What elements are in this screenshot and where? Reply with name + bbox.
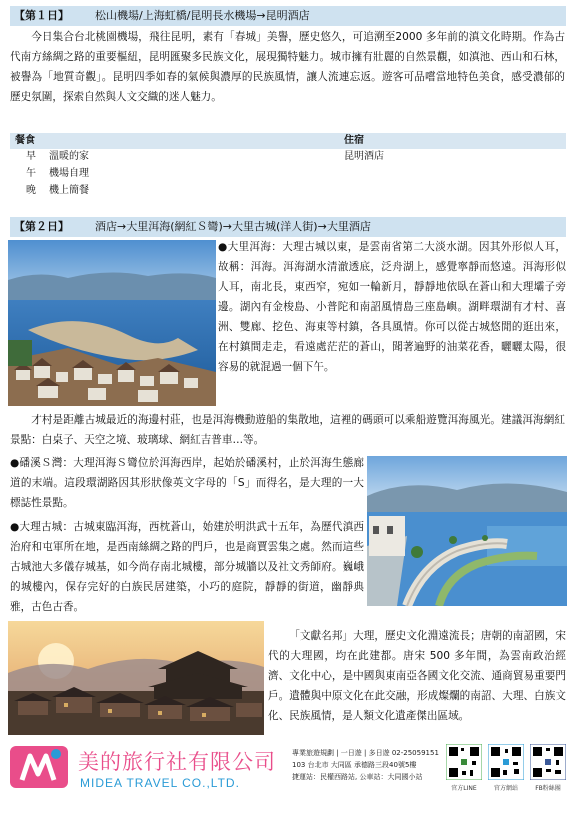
contact-line-services: 專業旅遊規劃 | 一日遊 | 多日遊 02-25059151 bbox=[292, 749, 439, 757]
contact-line-transit: 捷運站：民權西路站, 公車站：大同國小站 bbox=[292, 773, 423, 781]
meal-value: 溫暖的家 bbox=[49, 151, 89, 162]
meal-label: 午 bbox=[26, 168, 36, 179]
s-bend-text: ●磻溪Ｓ灣：大理洱海Ｓ彎位於洱海西岸，起始於磻溪村，止於洱海生態廊道的末端。這段環湖路因其形狀像英文字母的「S」而得名，是大理的一大標誌性景點。 bbox=[10, 457, 364, 509]
day1-route: 松山機場/上海虹橋/昆明長水機場→昆明酒店 bbox=[95, 9, 310, 22]
s-bend-lakeside-road-photo bbox=[367, 456, 567, 606]
meal-value: 機上簡餐 bbox=[49, 185, 89, 196]
qr-label-facebook: FB粉絲團 bbox=[535, 785, 561, 792]
meal-label: 晚 bbox=[26, 185, 36, 196]
culture-text: 「文獻名邦」大理，歷史文化淵遠流長；唐朝的南詔國，宋代的大理國，均在此建都。唐宋 500 多年間，為雲南政治經濟、文化中心，是中國與東南亞各國文化交流、通商貿易重要門戶。遺體與中原文化在此交融，形成燦爛的南詔、大理、白族文化、民族風情，是人類文化遺產傑出區域。 bbox=[268, 630, 566, 722]
meal-value: 機場自理 bbox=[49, 168, 89, 179]
hotel-header-label: 住宿 bbox=[344, 135, 364, 146]
day2-label: 【第２日】 bbox=[14, 220, 69, 233]
qr-code-line-icon[interactable] bbox=[446, 744, 482, 780]
meal-header-label: 餐食 bbox=[15, 135, 35, 146]
meal-label: 早 bbox=[26, 151, 36, 162]
hotel-value: 昆明酒店 bbox=[344, 151, 384, 162]
meal-table-header bbox=[10, 133, 566, 149]
erhai-intro-text: ●大里洱海：大理古城以東，是雲南省第二大淡水湖。因其外形似人耳，故稱：洱海。洱海湖水清澈透底，泛舟湖上，感覺寧靜而悠遠。洱海形似人耳，南北長，東西窄，宛如一輪新月，靜靜地依臥在蒼山和大理壩子旁邊。湖內有金梭島、小普陀和南詔風情島三座島嶼。湖畔環湖有才村、喜洲、雙廊、挖色、海東等村鎮，各具風情。你可以從古城悠閒的逛出來，在村鎮間走走，看遠處茫茫的蒼山，聞著遍野的油菜花香，曬曬太陽，很容易的就混過一個下午。 bbox=[218, 241, 566, 373]
meal-row-breakfast bbox=[10, 149, 566, 165]
qr-code-website-icon[interactable] bbox=[488, 744, 524, 780]
day1-header bbox=[10, 6, 566, 26]
midea-logo-icon bbox=[8, 744, 70, 790]
day2-route: 酒店→大里洱海(網紅Ｓ彎)→大里古城(洋人街)→大里酒店 bbox=[95, 220, 371, 233]
qr-code-facebook-icon[interactable] bbox=[530, 744, 566, 780]
day2-header bbox=[10, 217, 566, 237]
brand-name-en: MIDEA TRAVEL CO.,LTD. bbox=[80, 776, 240, 790]
day1-label: 【第１日】 bbox=[14, 9, 69, 22]
meal-row-dinner bbox=[10, 183, 566, 199]
footer bbox=[0, 738, 575, 825]
caicun-paragraph: 才村是距離古城最近的海邊村莊，也是洱海機動遊船的集散地，這裡的碼頭可以乘船遊覽洱海風光。建議洱海網紅景點：白桌子、天空之境、玻璃球、網紅吉普車…等。 bbox=[10, 414, 565, 446]
day1-paragraph: 今日集合台北桃園機場，飛往昆明，素有「春城」美譽，歷史悠久，可追溯至2000 多年前的滇文化時期。作為古代南方絲綢之路的重要樞紐，昆明匯聚多民族文化，展現獨特魅力。城市擁有壯麗的自然景觀，如滇池、西山和石林，被譽為「地質奇觀」。昆明四季如春的氣候與濃厚的民族風情，讓人流連忘返。遊客可品嚐當地特色美食，感受濃郁的歷史氛圍，探索自然與人文交織的迷人魅力。 bbox=[10, 31, 565, 103]
dali-old-town-sunset-photo bbox=[8, 621, 264, 735]
meal-row-lunch bbox=[10, 166, 566, 182]
old-town-text: ●大理古城：古城東臨洱海，西枕蒼山，始建於明洪武十五年，為歷代滇西治府和屯軍所在地，是西南絲綢之路的門戶，也是商賈雲集之處。然而這些古城池大多儀存城基，如今尚存南北城樓，部分城牆以及社文秀師府。巍峨的城樓內，保存完好的白族民居建築，小巧的庭院，靜靜的街道，幽靜典雅，古色古香。 bbox=[10, 521, 364, 613]
qr-label-website: 官方網站 bbox=[493, 785, 518, 792]
brand-name-cn: 美的旅行社有限公司 bbox=[78, 750, 276, 774]
qr-label-line: 官方LINE bbox=[451, 785, 477, 792]
contact-line-address: 103 台北市 大同區 承德路三段40號5樓 bbox=[292, 761, 417, 769]
erhai-lake-village-photo bbox=[8, 240, 216, 406]
